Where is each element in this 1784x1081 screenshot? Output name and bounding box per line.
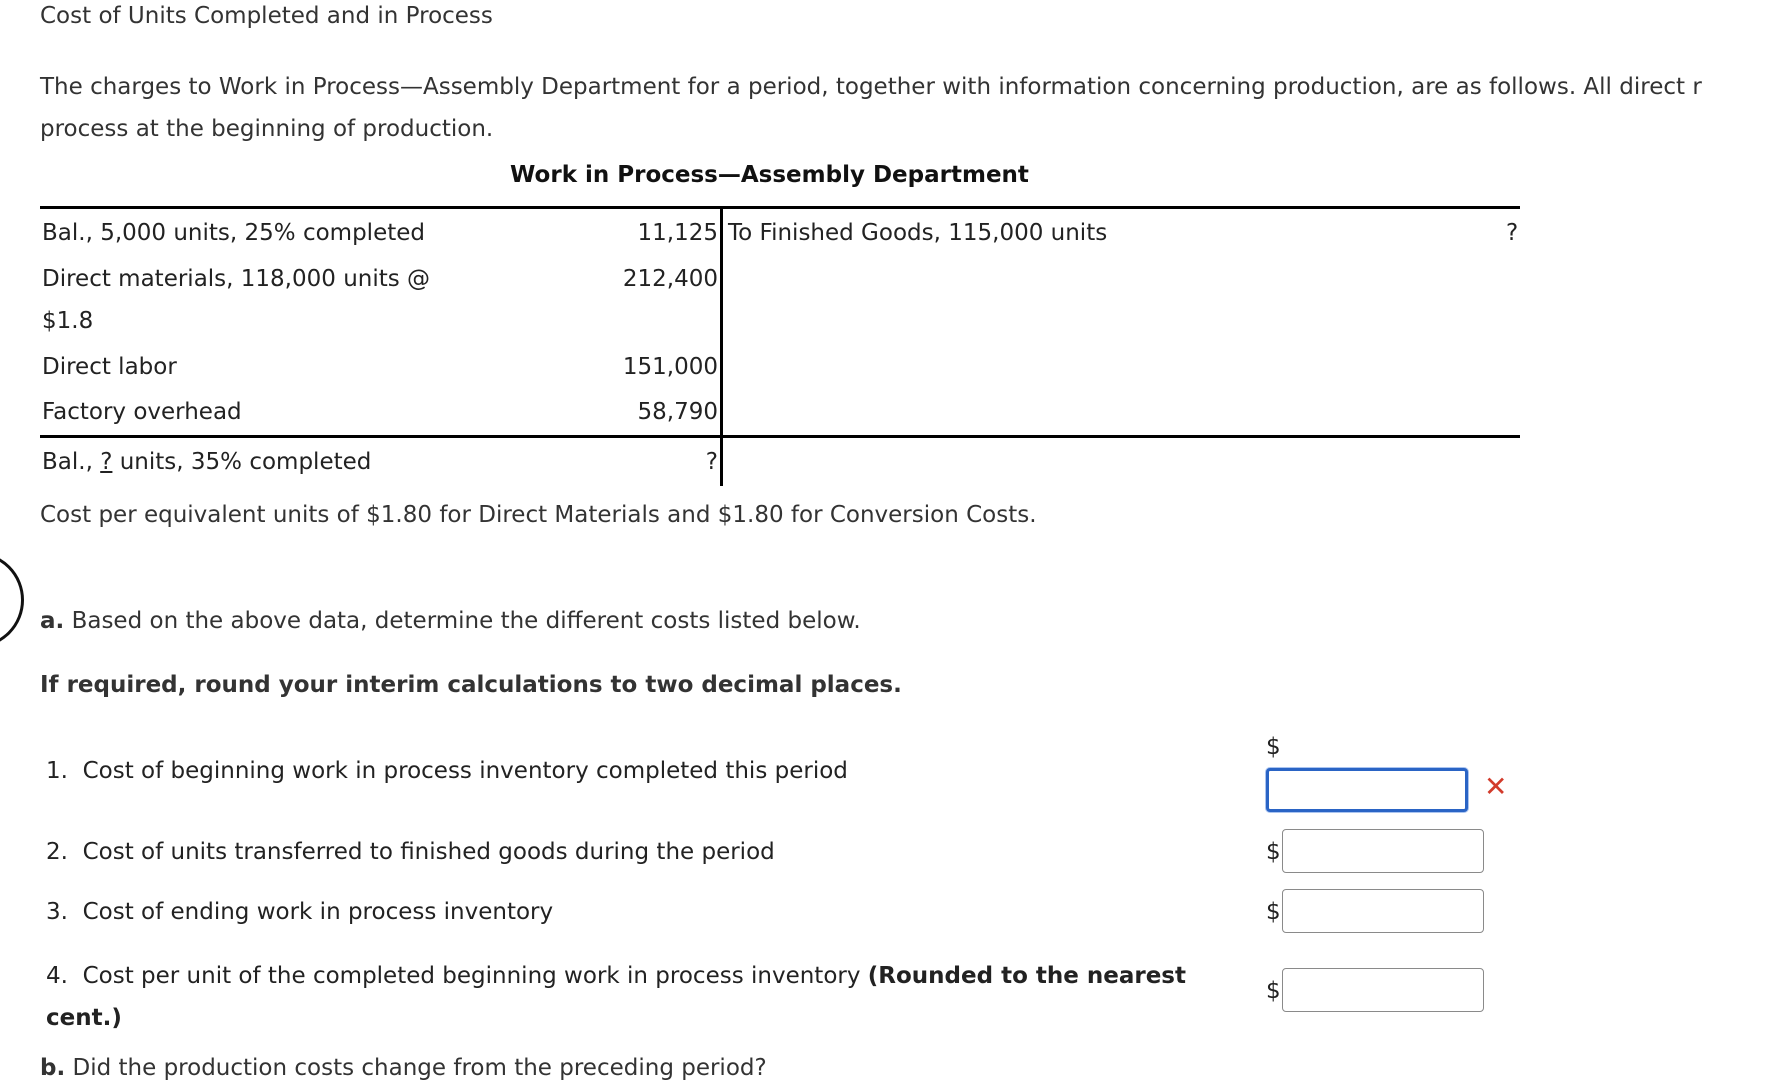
item-3-text: Cost of ending work in process inventory: [82, 899, 554, 925]
intro-text: [40, 66, 1702, 150]
ending-balance-suffix: units, 35% completed: [112, 449, 372, 475]
item-4-label: [46, 955, 1186, 1039]
rounding-note: If required, round your interim calculations to two decimal places.: [40, 672, 902, 698]
item-1-text: Cost of beginning work in process inventory completed this period: [82, 758, 848, 784]
item-1-number: 1.: [46, 758, 68, 784]
debit-amount-factory-overhead: 58,790: [637, 399, 718, 425]
cost-per-equivalent-note: Cost per equivalent units of $1.80 for Direct Materials and $1.80 for Conversion Costs.: [40, 502, 1037, 528]
item-4-currency: $: [1266, 978, 1281, 1004]
ending-balance-label: [42, 449, 371, 475]
item-1-input[interactable]: [1266, 768, 1468, 812]
item-4-input[interactable]: [1282, 968, 1484, 1012]
item-4-line-1: [46, 955, 1186, 997]
debit-label-beginning-balance: Bal., 5,000 units, 25% completed: [42, 220, 425, 246]
item-3-label: [46, 899, 553, 925]
part-a-label: a.: [40, 608, 65, 634]
debit-amount-beginning-balance: 11,125: [637, 220, 718, 246]
item-1-label: [46, 758, 848, 784]
item-4-bold-note-2: cent.): [46, 1005, 122, 1031]
item-4-text: Cost per unit of the completed beginning work in process inventory: [82, 963, 861, 989]
item-2-label: [46, 839, 775, 865]
part-b-text: Did the production costs change from the preceding period?: [72, 1055, 767, 1081]
item-4-number: 4.: [46, 963, 68, 989]
debit-label-direct-materials-line1: Direct materials, 118,000 units @: [42, 266, 431, 292]
t-account-top-rule: [40, 206, 1520, 209]
item-3-input[interactable]: [1282, 889, 1484, 933]
ending-balance-units: ?: [100, 449, 113, 475]
part-b-question: [40, 1055, 767, 1081]
credit-label-finished-goods: To Finished Goods, 115,000 units: [728, 220, 1108, 246]
item-3-number: 3.: [46, 899, 68, 925]
intro-line-1: The charges to Work in Process—Assembly Department for a period, together with information concerning production, are as follows. All direct r: [40, 74, 1702, 100]
item-1-currency: $: [1266, 734, 1281, 760]
progress-circle-icon: [0, 552, 24, 648]
debit-amount-direct-materials: 212,400: [622, 266, 718, 292]
item-4-line-2: [46, 997, 1186, 1039]
t-account-title: Work in Process—Assembly Department: [510, 162, 1029, 188]
item-2-number: 2.: [46, 839, 68, 865]
item-2-text: Cost of units transferred to finished goods during the period: [82, 839, 775, 865]
intro-line-2: process at the beginning of production.: [40, 116, 494, 142]
credit-amount-finished-goods: ?: [1506, 220, 1519, 246]
debit-label-direct-labor: Direct labor: [42, 354, 177, 380]
part-a-question: [40, 608, 861, 634]
item-2-currency: $: [1266, 839, 1281, 865]
incorrect-x-icon: ✕: [1484, 770, 1508, 803]
t-account-balance-rule: [40, 435, 1520, 438]
part-a-text: Based on the above data, determine the different costs listed below.: [71, 608, 861, 634]
ending-balance-prefix: Bal.,: [42, 449, 101, 475]
item-4-bold-note-1: (Rounded to the nearest: [867, 963, 1186, 989]
item-3-currency: $: [1266, 899, 1281, 925]
debit-label-direct-materials-line2: $1.8: [42, 308, 94, 334]
page-title: Cost of Units Completed and in Process: [40, 3, 493, 29]
debit-amount-direct-labor: 151,000: [622, 354, 718, 380]
item-2-input[interactable]: [1282, 829, 1484, 873]
t-account-center-line: [720, 208, 723, 486]
debit-label-factory-overhead: Factory overhead: [42, 399, 242, 425]
part-b-label: b.: [40, 1055, 66, 1081]
ending-balance-amount: ?: [705, 449, 718, 475]
